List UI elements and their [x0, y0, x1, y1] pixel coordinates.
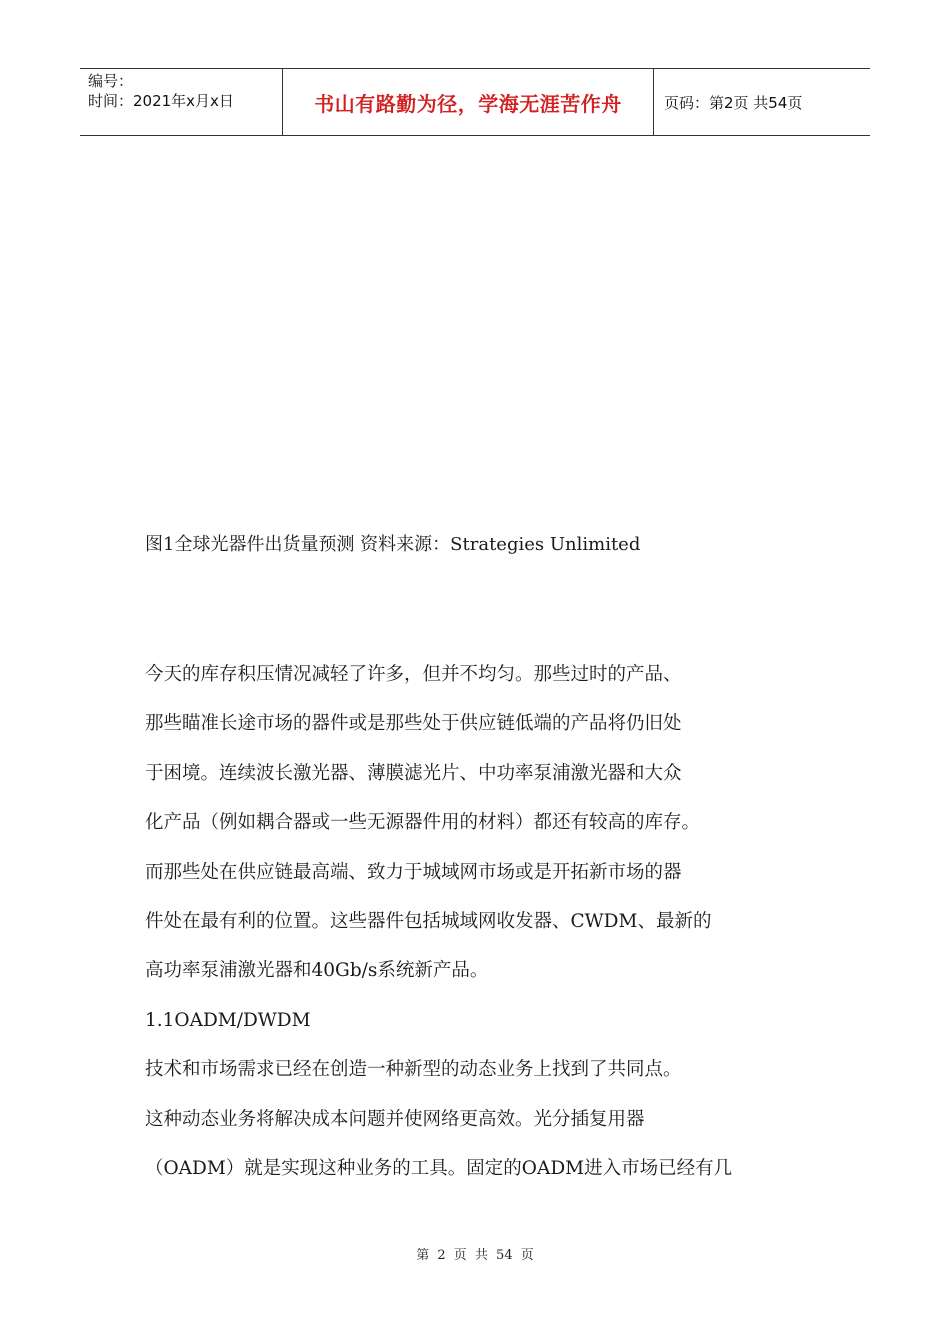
document-time-label: 时间：2021年x月x日 — [88, 92, 234, 110]
page-header — [80, 68, 870, 136]
header-meta — [80, 69, 282, 135]
body-line: 而那些处在供应链最高端、致力于城域网市场或是开拓新市场的器 — [145, 861, 682, 883]
body-line: 那些瞄准长途市场的器件或是那些处于供应链低端的产品将仍旧处 — [145, 713, 682, 735]
body-line: （OADM）就是实现这种业务的工具。固定的OADM进入市场已经有几 — [145, 1158, 733, 1180]
body-line: 今天的库存积压情况减轻了许多，但并不均匀。那些过时的产品、 — [145, 664, 682, 685]
figure-caption: 图1全球光器件出货量预测 资料来源：Strategies Unlimited — [145, 534, 641, 555]
body-line: 件处在最有利的位置。这些器件包括城域网收发器、CWDM、最新的 — [145, 911, 712, 933]
header-page-info: 页码：第2页 共54页 — [664, 93, 803, 112]
body-line: 这种动态业务将解决成本问题并使网络更高效。光分插复用器 — [145, 1108, 645, 1130]
document-number-label: 编号： — [88, 72, 134, 90]
section-heading: 1.1OADM/DWDM — [145, 1009, 311, 1031]
body-line: 于困境。连续波长激光器、薄膜滤光片、中功率泵浦激光器和大众 — [145, 762, 682, 784]
body-line: 化产品（例如耦合器或一些无源器件用的材料）都还有较高的库存。 — [145, 812, 701, 834]
body-line: 高功率泵浦激光器和40Gb/s系统新产品。 — [145, 960, 489, 982]
header-motto: 书山有路勤为径，学海无涯苦作舟 — [282, 69, 654, 135]
body-line: 技术和市场需求已经在创造一种新型的动态业务上找到了共同点。 — [145, 1059, 682, 1081]
body-text — [145, 650, 835, 1193]
page-footer: 第 2 页 共 54 页 — [416, 1248, 534, 1263]
